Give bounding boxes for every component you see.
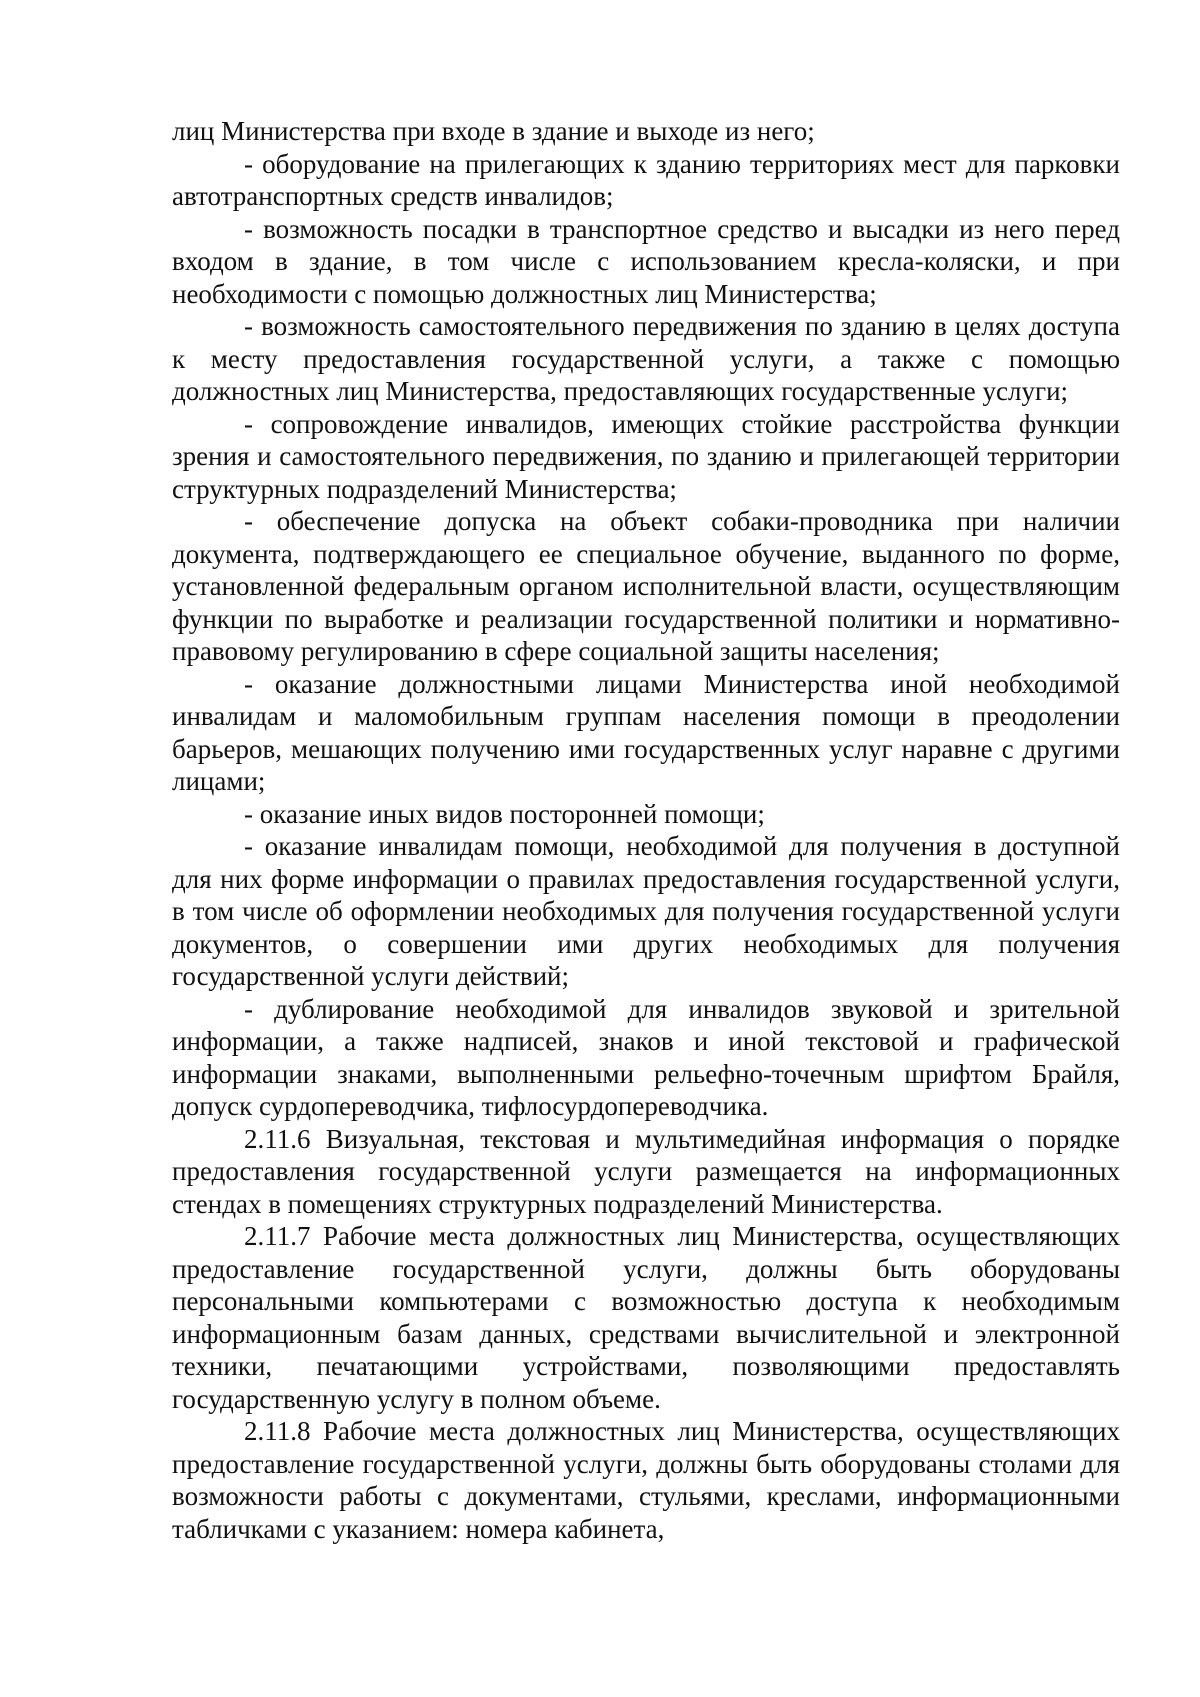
list-item-boarding: - возможность посадки в транспортное средство и высадки из него перед входом в здание, в том числе с использованием кресла-коляски, и при необходимости с помощью должностных лиц Министерства; — [172, 213, 1120, 309]
list-item-escort: - сопровождение инвалидов, имеющих стойкие расстройства функции зрения и самостоятельного передвижения, по зданию и прилегающей территории структурных подразделений Министерства; — [172, 408, 1120, 504]
list-item-guide-dog: - обеспечение допуска на объект собаки-проводника при наличии документа, подтверждающего ее специальное обучение, выданного по форме, установленной федеральным органом исполнительной власти, осуществляющим функции по выработке и реализации государственной политики и нормативно-правовому регулированию в сфере социальной защиты населения; — [172, 506, 1120, 666]
list-item-other-help: - оказание иных видов посторонней помощи; — [244, 798, 765, 829]
list-item-movement: - возможность самостоятельного передвижения по зданию в целях доступа к месту предоставления государственной услуги, а также с помощью должностных лиц Министерства, предоставляющих государственные услуги; — [172, 311, 1120, 406]
section-2-11-6: 2.11.6 Визуальная, текстовая и мультимедийная информация о порядке предоставления государственной услуги размещается на информационных стендах в помещениях структурных подразделений Министерства. — [172, 1123, 1120, 1219]
list-item-duplication: - дублирование необходимой для инвалидов звуковой и зрительной информации, а также надписей, знаков и иной текстовой и графической информации знаками, выполненными рельефно-точечным шрифтом Брайля, допуск сурдопереводчика, тифлосурдопереводчика. — [172, 993, 1120, 1121]
list-item-assistance: - оказание должностными лицами Министерства иной необходимой инвалидам и маломобильным группам населения помощи в преодолении барьеров, мешающих получению ими государственных услуг наравне с другими лицами; — [172, 668, 1120, 796]
list-item-information-help: - оказание инвалидам помощи, необходимой для получения в доступной для них форме информации о правилах предоставления государственной услуги, в том числе об оформлении необходимых для получения государственной услуги документов, о совершении ими других необходимых для получения государственной услуги действий; — [172, 831, 1120, 991]
list-item-parking: - оборудование на прилегающих к зданию территориях мест для парковки автотранспортных средств инвалидов; — [172, 148, 1120, 211]
paragraph-continuation: лиц Министерства при входе в здание и выходе из него; — [172, 116, 815, 146]
section-2-11-8: 2.11.8 Рабочие места должностных лиц Министерства, осуществляющих предоставление государственной услуги, должны быть оборудованы столами для возможности работы с документами, стульями, креслами, информационными табличками с указанием: номера кабинета, — [172, 1416, 1120, 1544]
section-2-11-7: 2.11.7 Рабочие места должностных лиц Министерства, осуществляющих предоставление государственной услуги, должны быть оборудованы персональными компьютерами с возможностью доступа к необходимым информационным базам данных, средствами вычислительной и электронной техники, печатающими устройствами, позволяющими предоставлять государственную услугу в полном объеме. — [172, 1221, 1120, 1414]
document-body — [172, 115, 1120, 1545]
